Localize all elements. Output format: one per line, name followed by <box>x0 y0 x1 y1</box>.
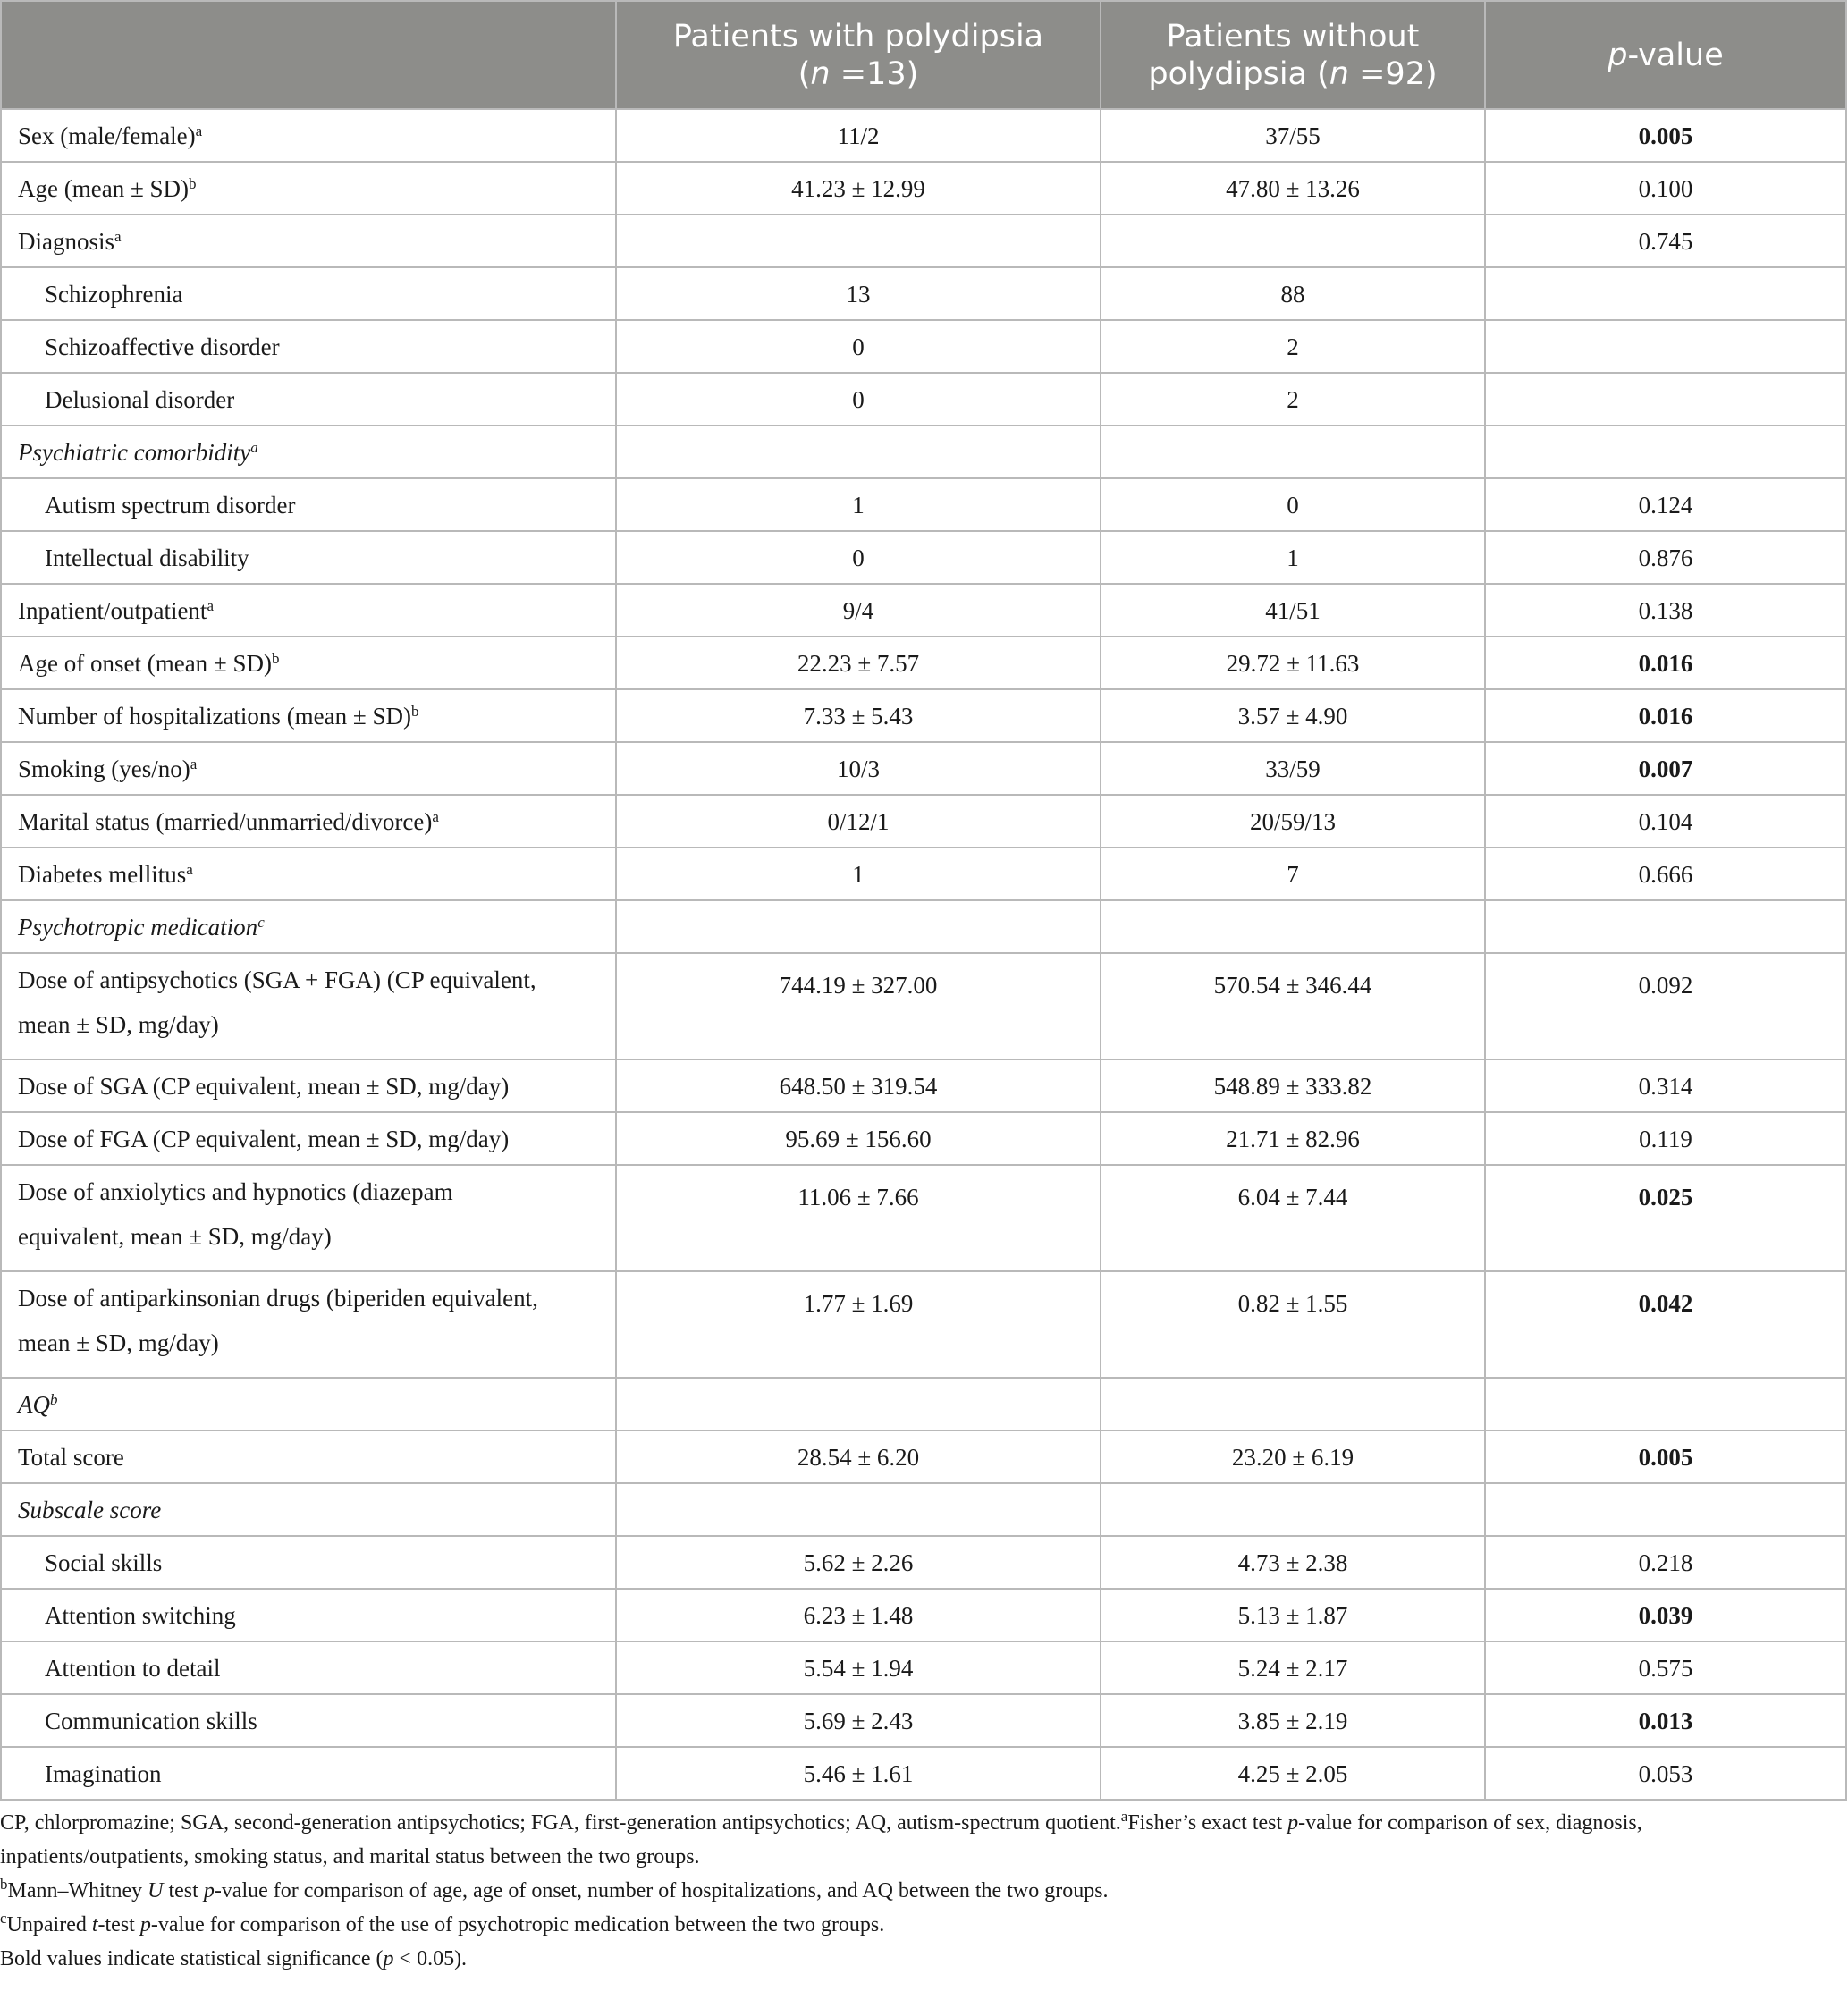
footnote-c-text3: -value for comparison of the use of psychotropic medication between the two groups. <box>150 1913 885 1936</box>
cell-p-value: 0.314 <box>1485 1059 1846 1112</box>
cell-with-polydipsia <box>616 215 1101 267</box>
cell-without-polydipsia: 4.25 ± 2.05 <box>1101 1747 1485 1800</box>
row-label-text: Dose of FGA (CP equivalent, mean ± SD, mg/day) <box>18 1125 510 1152</box>
footnote-c-text2: -test <box>97 1913 140 1936</box>
cell-p-value: 0.124 <box>1485 478 1846 531</box>
row-label-text: Communication skills <box>45 1707 257 1734</box>
table-row <box>1 637 1846 689</box>
row-label-text: Number of hospitalizations (mean ± SD) <box>18 702 411 730</box>
cell-p-value: 0.005 <box>1485 1430 1846 1483</box>
row-label-text: Intellectual disability <box>45 544 249 571</box>
cell-without-polydipsia: 0 <box>1101 478 1485 531</box>
cell-p-value <box>1485 900 1846 953</box>
row-label <box>1 1589 616 1641</box>
row-label-footnote-mark: a <box>190 755 198 772</box>
row-label-text: Autism spectrum disorder <box>45 491 296 519</box>
cell-p-value: 0.016 <box>1485 637 1846 689</box>
footnote-c-mark: c <box>0 1910 7 1927</box>
header-p-letter: p <box>1608 37 1628 73</box>
cell-without-polydipsia: 20/59/13 <box>1101 795 1485 848</box>
row-label <box>1 1694 616 1747</box>
cell-with-polydipsia: 7.33 ± 5.43 <box>616 689 1101 742</box>
cell-without-polydipsia: 21.71 ± 82.96 <box>1101 1112 1485 1165</box>
table-row <box>1 795 1846 848</box>
cell-with-polydipsia: 0 <box>616 531 1101 584</box>
row-label <box>1 742 616 795</box>
row-label-footnote-mark: a <box>186 860 193 878</box>
cell-p-value <box>1485 1378 1846 1430</box>
row-label-footnote-mark: b <box>272 649 280 667</box>
row-label-text-line2: equivalent, mean ± SD, mg/day) <box>18 1223 332 1250</box>
row-label-text: Dose of antiparkinsonian drugs (biperiden equivalent, <box>18 1285 538 1312</box>
footnote-c <box>0 1908 1845 1942</box>
cell-with-polydipsia: 28.54 ± 6.20 <box>616 1430 1101 1483</box>
row-label <box>1 109 616 162</box>
table-row <box>1 267 1846 320</box>
table-row <box>1 373 1846 426</box>
row-label <box>1 1378 616 1430</box>
row-label-footnote-mark: b <box>410 702 419 720</box>
cell-with-polydipsia: 1.77 ± 1.69 <box>616 1271 1101 1378</box>
header-without-polydipsia <box>1101 1 1485 109</box>
cell-with-polydipsia: 5.54 ± 1.94 <box>616 1641 1101 1694</box>
row-label <box>1 1536 616 1589</box>
cell-without-polydipsia: 37/55 <box>1101 109 1485 162</box>
row-label-text: Diagnosis <box>18 227 114 255</box>
table-row <box>1 109 1846 162</box>
table-row <box>1 478 1846 531</box>
header-row <box>1 1 1846 109</box>
cell-p-value: 0.025 <box>1485 1165 1846 1271</box>
row-label-text: Psychiatric comorbidity <box>18 438 251 466</box>
cell-p-value: 0.007 <box>1485 742 1846 795</box>
cell-p-value: 0.666 <box>1485 848 1846 900</box>
cell-p-value: 0.013 <box>1485 1694 1846 1747</box>
row-label-text: Sex (male/female) <box>18 122 196 149</box>
cell-with-polydipsia: 648.50 ± 319.54 <box>616 1059 1101 1112</box>
cell-without-polydipsia: 2 <box>1101 373 1485 426</box>
footnote-bold-p: p <box>383 1947 394 1970</box>
footnote-a-text1: Fisher’s exact test <box>1127 1811 1288 1835</box>
cell-without-polydipsia: 6.04 ± 7.44 <box>1101 1165 1485 1271</box>
footnote-c-t: t <box>91 1913 98 1936</box>
cell-without-polydipsia <box>1101 215 1485 267</box>
cell-p-value: 0.005 <box>1485 109 1846 162</box>
footnote-a-p: p <box>1287 1811 1299 1835</box>
cell-with-polydipsia <box>616 1483 1101 1536</box>
row-label <box>1 1112 616 1165</box>
row-label <box>1 426 616 478</box>
row-label-footnote-mark: a <box>195 122 203 139</box>
header-with-n-label: n <box>810 55 831 92</box>
cell-with-polydipsia: 0 <box>616 373 1101 426</box>
table-row <box>1 1641 1846 1694</box>
row-label-text-line2: mean ± SD, mg/day) <box>18 1329 219 1356</box>
cell-p-value: 0.218 <box>1485 1536 1846 1589</box>
header-without-n-label: n <box>1329 55 1349 92</box>
row-label-footnote-mark: a <box>250 438 258 456</box>
footnote-bold <box>0 1942 1845 1976</box>
row-label-footnote-mark: b <box>189 174 197 192</box>
row-label-footnote-mark: a <box>432 807 439 825</box>
cell-with-polydipsia: 1 <box>616 848 1101 900</box>
cell-with-polydipsia <box>616 1378 1101 1430</box>
cell-without-polydipsia <box>1101 900 1485 953</box>
cell-p-value <box>1485 320 1846 373</box>
cell-p-value: 0.119 <box>1485 1112 1846 1165</box>
row-label-text: Imagination <box>45 1759 162 1787</box>
cell-p-value: 0.745 <box>1485 215 1846 267</box>
row-label-text: Subscale score <box>18 1496 162 1523</box>
cell-with-polydipsia: 5.46 ± 1.61 <box>616 1747 1101 1800</box>
cell-with-polydipsia: 1 <box>616 478 1101 531</box>
table-body <box>1 109 1846 1800</box>
cell-with-polydipsia: 5.62 ± 2.26 <box>616 1536 1101 1589</box>
table-row <box>1 1747 1846 1800</box>
row-label <box>1 373 616 426</box>
row-label <box>1 1059 616 1112</box>
footnote-b-u: U <box>148 1879 164 1903</box>
cell-with-polydipsia: 11.06 ± 7.66 <box>616 1165 1101 1271</box>
footnote-a-text3: inpatients/outpatients, smoking status, and marital status between the two groups. <box>0 1845 700 1869</box>
cell-with-polydipsia: 41.23 ± 12.99 <box>616 162 1101 215</box>
row-label <box>1 215 616 267</box>
footnote-a-text2: -value for comparison of sex, diagnosis, <box>1298 1811 1642 1835</box>
row-label-text: Dose of SGA (CP equivalent, mean ± SD, mg/day) <box>18 1072 510 1100</box>
row-label-text: Smoking (yes/no) <box>18 755 190 782</box>
row-label-text: Age (mean ± SD) <box>18 174 190 202</box>
header-p-value <box>1485 1 1846 109</box>
cell-with-polydipsia: 95.69 ± 156.60 <box>616 1112 1101 1165</box>
row-label-text: Dose of anxiolytics and hypnotics (diazepam <box>18 1178 453 1205</box>
table-row <box>1 742 1846 795</box>
table-row <box>1 1378 1846 1430</box>
row-label <box>1 1430 616 1483</box>
table-row <box>1 1430 1846 1483</box>
row-label <box>1 953 616 1059</box>
cell-p-value: 0.575 <box>1485 1641 1846 1694</box>
table-row <box>1 162 1846 215</box>
header-with-n-value: =13) <box>830 55 919 92</box>
cell-without-polydipsia: 570.54 ± 346.44 <box>1101 953 1485 1059</box>
cell-p-value <box>1485 267 1846 320</box>
row-label-footnote-mark: c <box>257 913 265 931</box>
row-label <box>1 320 616 373</box>
row-label <box>1 1165 616 1271</box>
cell-without-polydipsia: 3.57 ± 4.90 <box>1101 689 1485 742</box>
row-label-text: Dose of antipsychotics (SGA + FGA) (CP equivalent, <box>18 966 536 993</box>
header-corner <box>1 1 616 109</box>
table-row <box>1 953 1846 1059</box>
cell-with-polydipsia: 11/2 <box>616 109 1101 162</box>
table-row <box>1 1059 1846 1112</box>
footnote-c-p: p <box>139 1913 151 1936</box>
cell-p-value <box>1485 426 1846 478</box>
row-label-footnote-mark: b <box>50 1390 58 1408</box>
cell-with-polydipsia: 9/4 <box>616 584 1101 637</box>
cell-without-polydipsia: 4.73 ± 2.38 <box>1101 1536 1485 1589</box>
footnote-c-text1: Unpaired <box>6 1913 92 1936</box>
cell-p-value: 0.092 <box>1485 953 1846 1059</box>
row-label <box>1 689 616 742</box>
row-label <box>1 1747 616 1800</box>
row-label <box>1 267 616 320</box>
cell-without-polydipsia: 2 <box>1101 320 1485 373</box>
cell-p-value: 0.100 <box>1485 162 1846 215</box>
table-row <box>1 531 1846 584</box>
cell-with-polydipsia <box>616 426 1101 478</box>
table-row <box>1 848 1846 900</box>
table-row <box>1 1536 1846 1589</box>
row-label <box>1 478 616 531</box>
header-without-line1: Patients without <box>1166 18 1420 55</box>
cell-with-polydipsia: 0 <box>616 320 1101 373</box>
cell-p-value <box>1485 1483 1846 1536</box>
table-row <box>1 689 1846 742</box>
cell-p-value: 0.042 <box>1485 1271 1846 1378</box>
cell-without-polydipsia: 47.80 ± 13.26 <box>1101 162 1485 215</box>
row-label <box>1 162 616 215</box>
footnote-abbrev-text: CP, chlorpromazine; SGA, second-generation antipsychotics; FGA, first-generation antipsychotics; AQ, autism-spectrum quotient. <box>0 1811 1121 1835</box>
table-row <box>1 1165 1846 1271</box>
header-with-polydipsia: Patients with polydipsia (n =13) <box>616 1 1101 109</box>
row-label-text: Inpatient/outpatient <box>18 596 207 624</box>
table-row <box>1 1271 1846 1378</box>
cell-with-polydipsia: 13 <box>616 267 1101 320</box>
table-row <box>1 1694 1846 1747</box>
cell-p-value <box>1485 373 1846 426</box>
cell-with-polydipsia: 22.23 ± 7.57 <box>616 637 1101 689</box>
cell-without-polydipsia: 33/59 <box>1101 742 1485 795</box>
cell-without-polydipsia: 7 <box>1101 848 1485 900</box>
cell-without-polydipsia: 5.24 ± 2.17 <box>1101 1641 1485 1694</box>
cell-without-polydipsia: 3.85 ± 2.19 <box>1101 1694 1485 1747</box>
row-label <box>1 900 616 953</box>
table-row <box>1 426 1846 478</box>
cell-without-polydipsia <box>1101 426 1485 478</box>
table-footnotes <box>0 1801 1845 1976</box>
row-label-footnote-mark: a <box>207 596 214 614</box>
cell-p-value: 0.039 <box>1485 1589 1846 1641</box>
footnote-abbreviations <box>0 1806 1845 1874</box>
table-row <box>1 320 1846 373</box>
cell-with-polydipsia: 0/12/1 <box>616 795 1101 848</box>
row-label <box>1 795 616 848</box>
table-row <box>1 215 1846 267</box>
cell-without-polydipsia: 29.72 ± 11.63 <box>1101 637 1485 689</box>
row-label <box>1 848 616 900</box>
row-label-text: Age of onset (mean ± SD) <box>18 649 273 677</box>
cell-with-polydipsia: 10/3 <box>616 742 1101 795</box>
footnote-b-text3: -value for comparison of age, age of onset, number of hospitalizations, and AQ between the two groups. <box>214 1879 1109 1903</box>
cell-without-polydipsia: 23.20 ± 6.19 <box>1101 1430 1485 1483</box>
cell-without-polydipsia: 548.89 ± 333.82 <box>1101 1059 1485 1112</box>
cell-without-polydipsia <box>1101 1378 1485 1430</box>
row-label-text: Psychotropic medication <box>18 913 258 941</box>
cell-without-polydipsia: 0.82 ± 1.55 <box>1101 1271 1485 1378</box>
row-label-text: Marital status (married/unmarried/divorce) <box>18 807 433 835</box>
row-label-text: Total score <box>18 1443 124 1471</box>
row-label-text: Diabetes mellitus <box>18 860 187 888</box>
cell-with-polydipsia <box>616 900 1101 953</box>
row-label <box>1 637 616 689</box>
row-label-text-line2: mean ± SD, mg/day) <box>18 1011 219 1038</box>
row-label-text: Schizoaffective disorder <box>45 333 280 360</box>
table-row <box>1 1483 1846 1536</box>
row-label <box>1 584 616 637</box>
cell-p-value: 0.016 <box>1485 689 1846 742</box>
header-p-rest: -value <box>1627 37 1724 73</box>
footnote-b-text1: Mann–Whitney <box>7 1879 148 1903</box>
cell-p-value: 0.104 <box>1485 795 1846 848</box>
cell-without-polydipsia: 1 <box>1101 531 1485 584</box>
cell-without-polydipsia: 5.13 ± 1.87 <box>1101 1589 1485 1641</box>
row-label <box>1 1271 616 1378</box>
footnote-a-mark: a <box>1120 1808 1128 1825</box>
table-row <box>1 584 1846 637</box>
cell-p-value: 0.138 <box>1485 584 1846 637</box>
cell-p-value: 0.053 <box>1485 1747 1846 1800</box>
footnote-b <box>0 1874 1845 1908</box>
footnote-bold-text2: < 0.05). <box>393 1947 468 1970</box>
row-label-footnote-mark: a <box>114 227 122 245</box>
table-row <box>1 900 1846 953</box>
header-with-line1: Patients with polydipsia <box>672 18 1044 55</box>
row-label <box>1 531 616 584</box>
table-row <box>1 1589 1846 1641</box>
table-row <box>1 1112 1846 1165</box>
row-label <box>1 1641 616 1694</box>
footnote-b-p: p <box>203 1879 215 1903</box>
cell-without-polydipsia: 88 <box>1101 267 1485 320</box>
row-label-text: Attention to detail <box>45 1654 221 1682</box>
cell-without-polydipsia: 41/51 <box>1101 584 1485 637</box>
cell-with-polydipsia: 6.23 ± 1.48 <box>616 1589 1101 1641</box>
row-label-text: Social skills <box>45 1548 163 1576</box>
footnote-b-text2: test <box>163 1879 204 1903</box>
cell-with-polydipsia: 744.19 ± 327.00 <box>616 953 1101 1059</box>
footnote-bold-text1: Bold values indicate statistical significance ( <box>0 1947 384 1970</box>
cell-with-polydipsia: 5.69 ± 2.43 <box>616 1694 1101 1747</box>
cell-without-polydipsia <box>1101 1483 1485 1536</box>
row-label-text: Delusional disorder <box>45 385 235 413</box>
row-label <box>1 1483 616 1536</box>
header-without-n-value: =92) <box>1348 55 1438 92</box>
row-label-text: AQ <box>18 1390 50 1418</box>
footnote-b-mark: b <box>0 1876 8 1893</box>
row-label-text: Schizophrenia <box>45 280 183 308</box>
cell-p-value: 0.876 <box>1485 531 1846 584</box>
header-without-line2: polydipsia ( <box>1148 55 1329 92</box>
row-label-text: Attention switching <box>45 1601 236 1629</box>
